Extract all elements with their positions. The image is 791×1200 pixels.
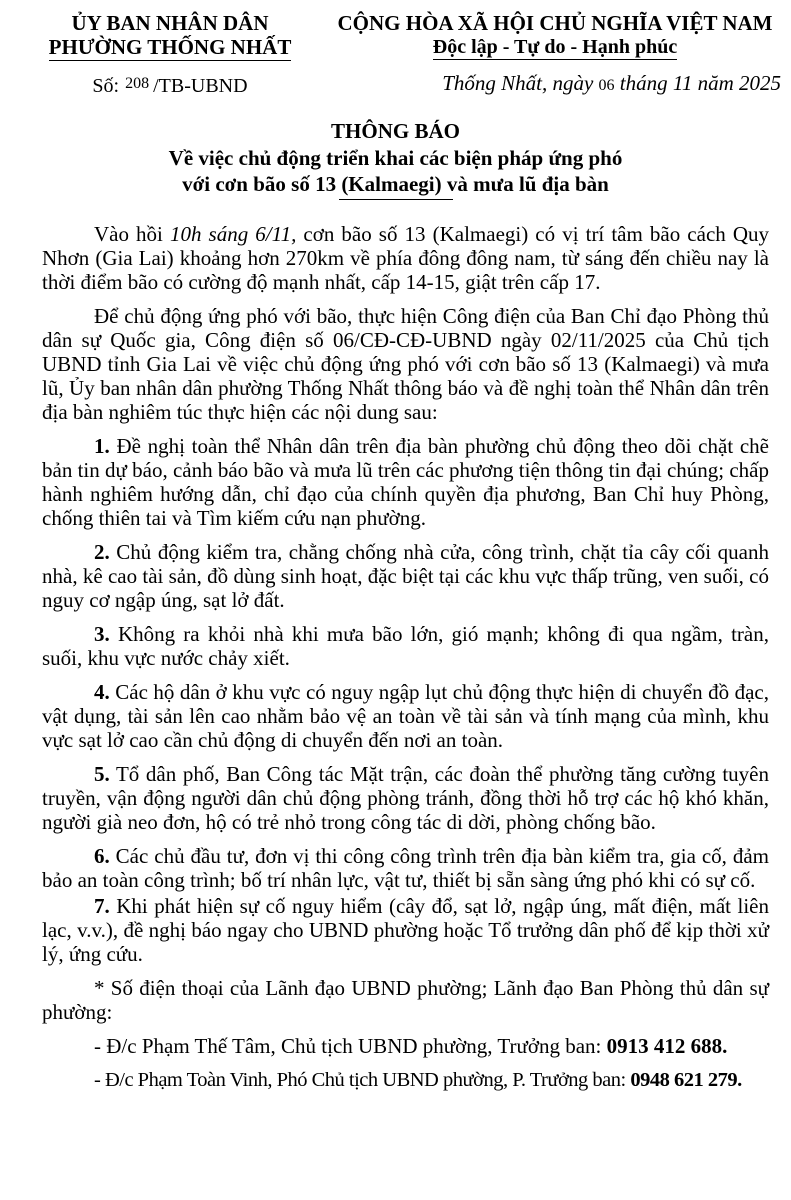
list-item-6 — [42, 844, 769, 892]
list-item-5 — [42, 762, 769, 834]
item-number: 2. — [94, 540, 110, 564]
item-text: Tổ dân phố, Ban Công tác Mặt trận, các đoàn thể phường tăng cường tuyên truyền, vận động người dân chủ động phòng tránh, đồng thời hỗ trợ các hộ khó khăn, người già neo đơn, hộ có trẻ nhỏ trong công tác di dời, phòng chống bão. — [42, 762, 769, 834]
document-subject-line1: Về việc chủ động triển khai các biện pháp ứng phó — [168, 146, 623, 170]
date-place: Thống Nhất, ngày — [442, 71, 594, 95]
intro-time: 10h sáng 6/11, — [169, 222, 297, 246]
item-text: Các hộ dân ở khu vực có nguy ngập lụt chủ động thực hiện di chuyển đồ đạc, vật dụng, tài sản lên cao nhằm bảo vệ an toàn về tài sản và tính mạng của mình, khu vực sạt lở cao cần chủ động di chuyển đến nơi an toàn. — [42, 680, 769, 752]
document-body — [42, 222, 769, 1102]
doc-number-suffix: /TB-UBND — [153, 75, 248, 97]
issuer-block — [20, 10, 320, 98]
list-item-2 — [42, 540, 769, 612]
paragraph-intro — [42, 222, 769, 294]
list-item-3 — [42, 622, 769, 670]
contact-line-2 — [42, 1068, 769, 1092]
item-text: Chủ động kiểm tra, chằng chống nhà cửa, công trình, chặt tỉa cây cối quanh nhà, kê cao tài sản, đồ dùng sinh hoạt, đặc biệt tại các khu vực thấp trũng, ven suối, có nguy cơ ngập úng, sạt lở đất. — [42, 540, 769, 612]
national-motto: Độc lập - Tự do - Hạnh phúc — [432, 36, 678, 58]
national-motto-block — [325, 10, 785, 96]
list-item-1 — [42, 434, 769, 530]
contact-phone: 0913 412 688. — [606, 1034, 728, 1058]
document-number — [20, 75, 320, 98]
list-item-4 — [42, 680, 769, 752]
item-number: 1. — [94, 434, 110, 458]
item-number: 6. — [94, 844, 110, 868]
item-text: Các chủ đầu tư, đơn vị thi công công trình trên địa bàn kiểm tra, gia cố, đảm bảo an toàn công trình; bố trí nhân lực, vật tư, thiết bị sẵn sàng ứng phó khi có sự cố. — [42, 844, 769, 892]
document-header — [0, 0, 791, 110]
date-day: 06 — [598, 77, 615, 94]
issuer-line1: ỦY BAN NHÂN DÂN — [71, 11, 269, 35]
item-number: 4. — [94, 680, 110, 704]
issuer-line2: PHƯỜNG THỐNG NHẤT — [48, 35, 292, 59]
date-month-label: tháng — [619, 71, 668, 95]
item-number: 5. — [94, 762, 110, 786]
contact-person: - Đ/c Phạm Thế Tâm, Chủ tịch UBND phường, Trưởng ban: — [94, 1034, 607, 1058]
contact-note: * Số điện thoại của Lãnh đạo UBND phường; Lãnh đạo Ban Phòng thủ dân sự phường: — [42, 976, 769, 1024]
item-text: Đề nghị toàn thể Nhân dân trên địa bàn phường chủ động theo dõi chặt chẽ bản tin dự báo, cảnh báo bão và mưa lũ trên các phương tiện thông tin đại chúng; chấp hành nghiêm hướng dẫn, chỉ đạo của chính quyền địa phương, Ban Chỉ huy Phòng, chống thiên tai và Tìm kiếm cứu nạn phường. — [42, 434, 769, 530]
contact-phone: 0948 621 279. — [630, 1069, 742, 1091]
item-text: Khi phát hiện sự cố nguy hiểm (cây đổ, sạt lở, ngập úng, mất điện, mất liên lạc, v.v.), đề nghị báo ngay cho UBND phường hoặc Tổ trưởng dân phố để kịp thời xử lý, ứng cứu. — [42, 894, 769, 966]
doc-number-prefix: Số: — [92, 75, 120, 97]
date-month: 11 — [672, 71, 693, 95]
document-subject-line2: với cơn bão số 13 (Kalmaegi) và mưa lũ địa bàn — [182, 172, 609, 196]
contact-line-1 — [42, 1034, 769, 1058]
title-block — [0, 118, 791, 200]
doc-number-value: 208 — [125, 75, 150, 92]
contact-person: - Đ/c Phạm Toàn Vinh, Phó Chủ tịch UBND phường, P. Trưởng ban: — [94, 1069, 631, 1091]
paragraph-basis: Để chủ động ứng phó với bão, thực hiện Công điện của Ban Chỉ đạo Phòng thủ dân sự Quốc gia, Công điện số 06/CĐ-CĐ-UBND ngày 02/11/2025 của Chủ tịch UBND tỉnh Gia Lai về việc chủ động ứng phó với cơn bão số 13 (Kalmaegi) và mưa lũ, Ủy ban nhân dân phường Thống Nhất thông báo và đề nghị toàn thể Nhân dân trên địa bàn nghiêm túc thực hiện các nội dung sau: — [42, 304, 769, 424]
item-number: 3. — [94, 622, 110, 646]
title-divider — [339, 199, 453, 200]
intro-lead: Vào hồi — [94, 222, 170, 246]
date-year: năm 2025 — [697, 71, 781, 95]
document-title: THÔNG BÁO — [331, 119, 460, 143]
list-item-7 — [42, 894, 769, 966]
intro-rest: cơn bão số 13 (Kalmaegi) có vị trí tâm bão cách Quy Nhơn (Gia Lai) khoảng hơn 270km về phía đông đông nam, từ sáng đến chiều nay là thời điểm bão có cường độ mạnh nhất, cấp 14-15, giật trên cấp 17. — [42, 222, 769, 294]
item-text: Không ra khỏi nhà khi mưa bão lớn, gió mạnh; không đi qua ngầm, tràn, suối, khu vực nước chảy xiết. — [42, 622, 769, 670]
item-number: 7. — [94, 894, 110, 918]
country-name: CỘNG HÒA XÃ HỘI CHỦ NGHĨA VIỆT NAM — [337, 11, 773, 35]
place-date — [325, 71, 785, 96]
